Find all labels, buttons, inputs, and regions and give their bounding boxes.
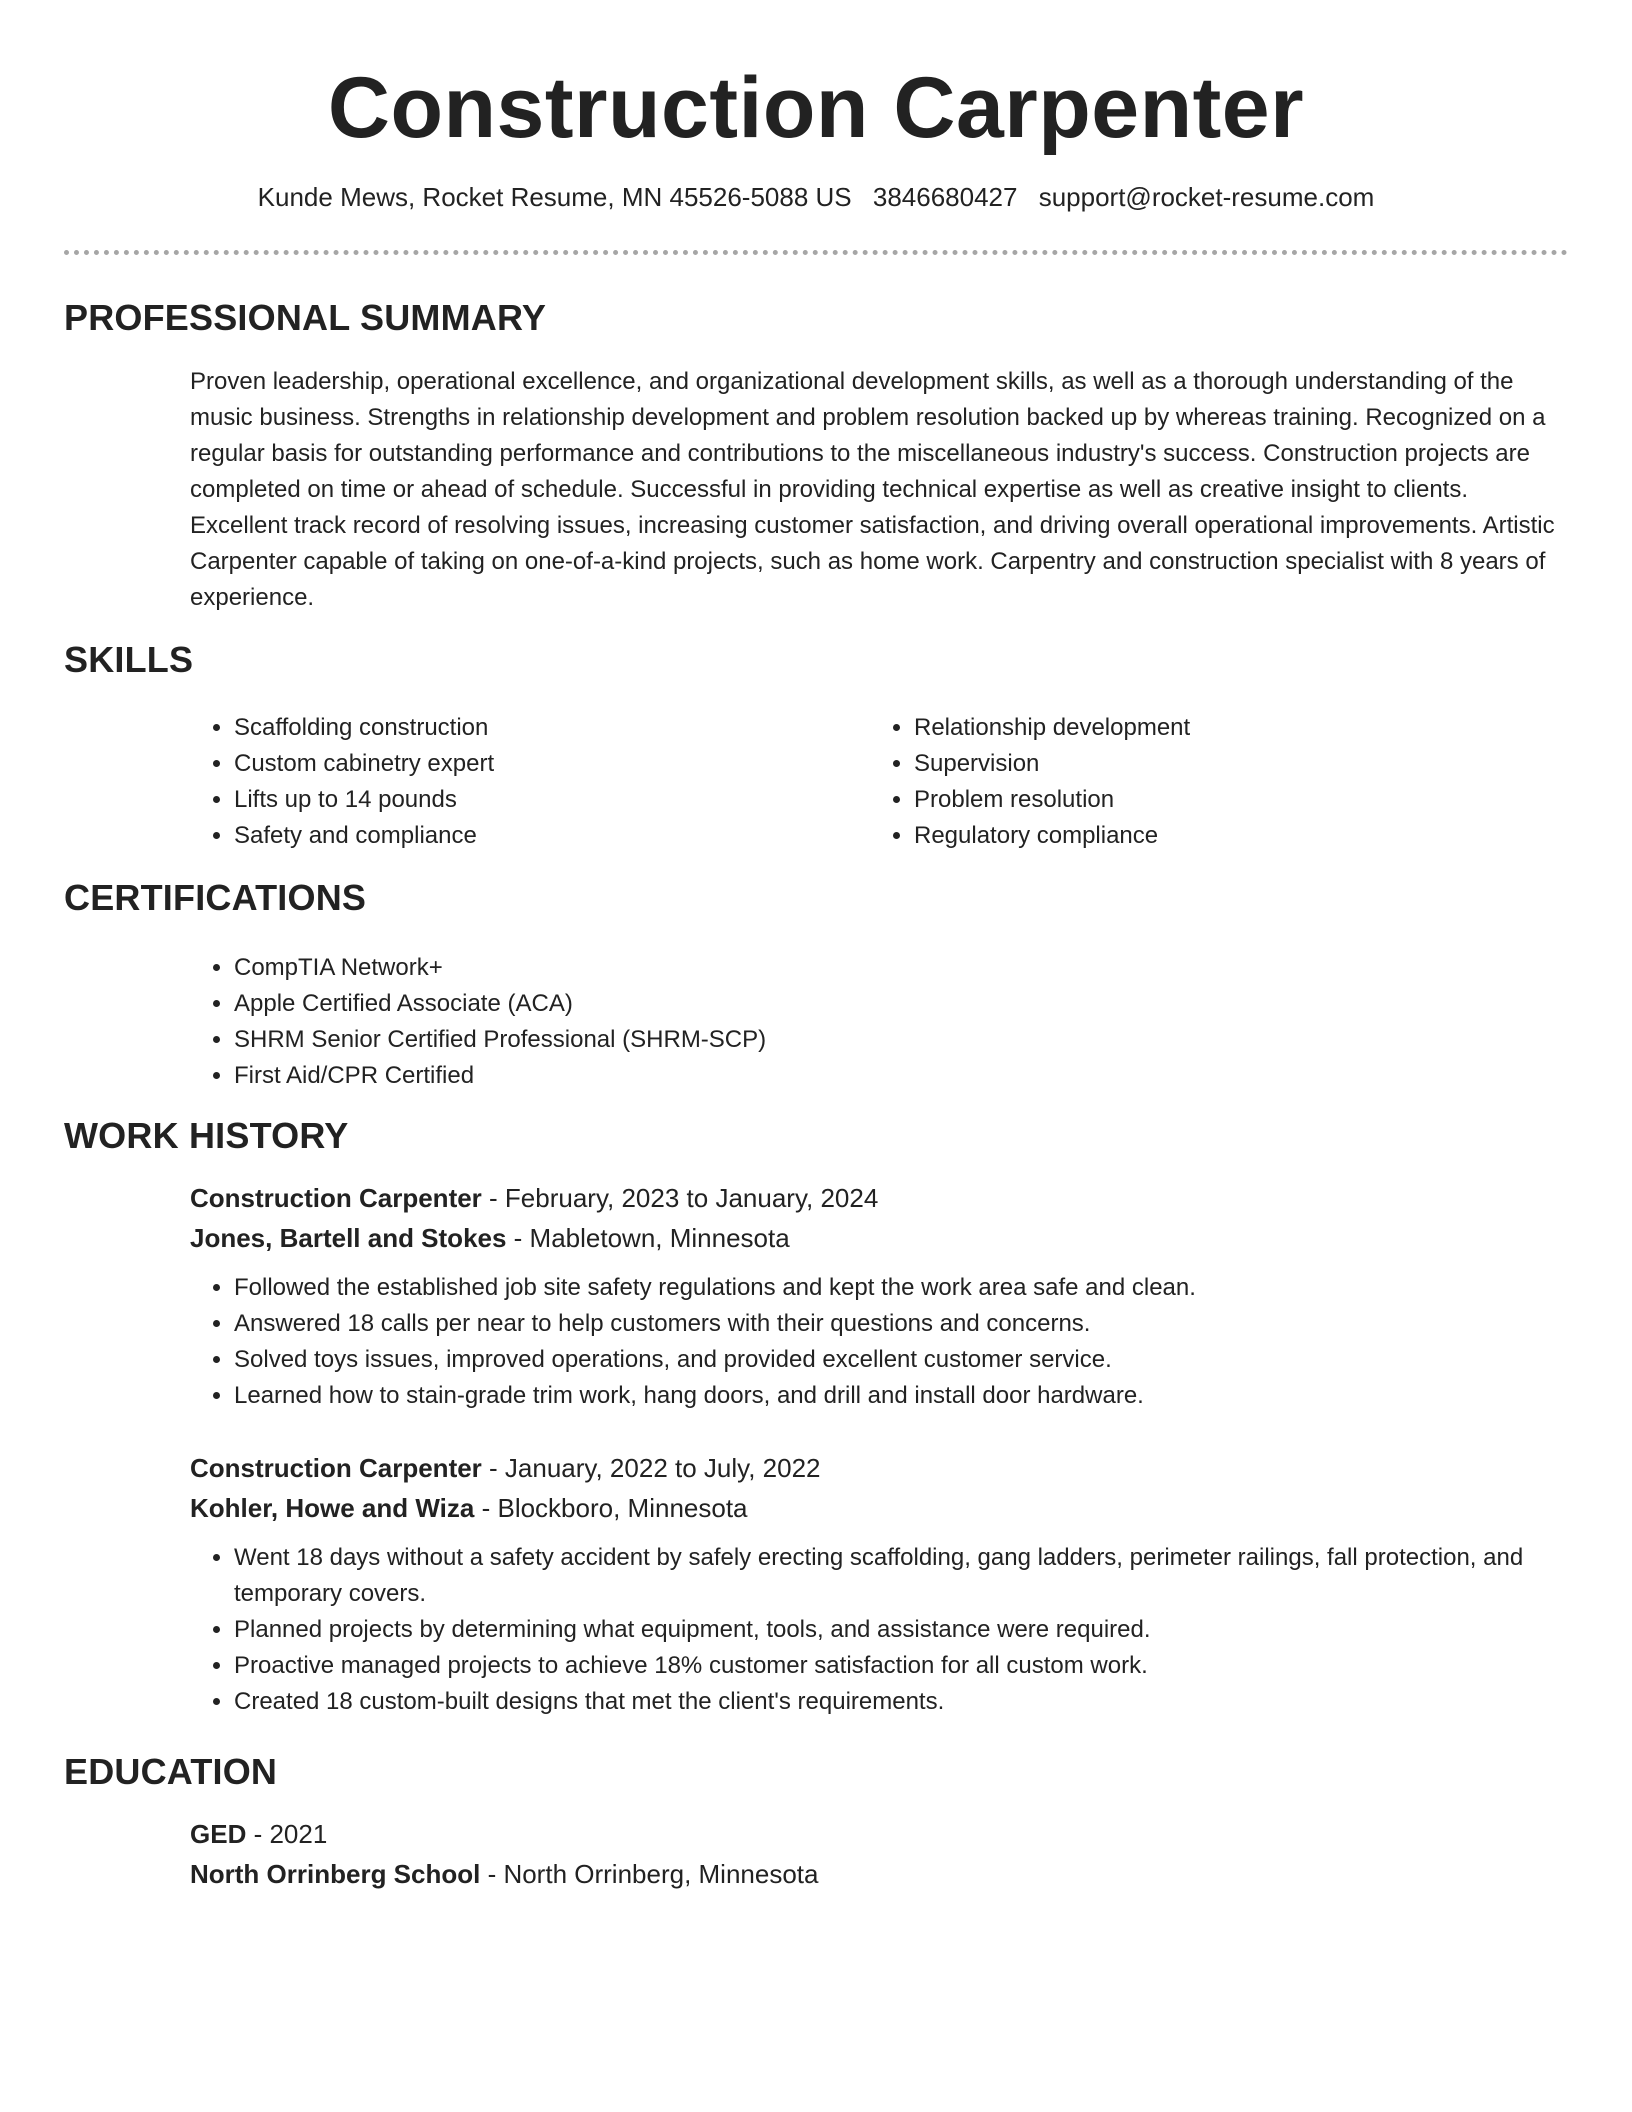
header-divider: [64, 250, 1568, 255]
job-dates: - January, 2022 to July, 2022: [481, 1453, 821, 1483]
job-location: - Mabletown, Minnesota: [506, 1223, 790, 1253]
resume-page: [64, 0, 1568, 1889]
certification-item: • CompTIA Network+: [234, 950, 1568, 986]
skill-item: • Problem resolution: [914, 782, 1470, 818]
job-title-line: [190, 1178, 1568, 1218]
job-company-line: [190, 1218, 1568, 1258]
job-company: Jones, Bartell and Stokes: [190, 1223, 507, 1253]
job-bullet: • Created 18 custom-built designs that met the client's requirements.: [234, 1684, 1604, 1720]
job-bullet: • Planned projects by determining what equipment, tools, and assistance were required.: [234, 1612, 1604, 1648]
job-bullet: • Followed the established job site safety regulations and kept the work area safe and clean.: [234, 1270, 1568, 1306]
education-year: - 2021: [246, 1819, 328, 1849]
certification-item: • First Aid/CPR Certified: [234, 1058, 1568, 1094]
job-entry: [190, 1178, 1568, 1414]
skill-item: • Regulatory compliance: [914, 818, 1470, 854]
job-bullet: • Learned how to stain-grade trim work, hang doors, and drill and install door hardware.: [234, 1378, 1568, 1414]
job-location: - Blockboro, Minnesota: [474, 1493, 748, 1523]
skill-item: • Custom cabinetry expert: [234, 746, 790, 782]
section-title-skills: SKILLS: [64, 639, 194, 680]
skills-right-column: [870, 710, 1470, 854]
skill-item: • Supervision: [914, 746, 1470, 782]
summary-text: Proven leadership, operational excellence, and organizational development skills, as well as a thorough understanding of the music business. Strengths in relationship development and problem resolution backed up by whereas training. Recognized on a regular basis for outstanding performance and contributions to the miscellaneous industry's success. Construction projects are completed on time or ahead of schedule. Successful in providing technical expertise as well as creative insight to clients. Excellent track record of resolving issues, increasing customer satisfaction, and driving overall operational improvements. Artistic Carpenter capable of taking on one-of-a-kind projects, such as home work. Carpentry and construction specialist with 8 years of experience.: [190, 368, 1555, 611]
education-degree-line: [190, 1814, 1568, 1854]
job-bullet: • Solved toys issues, improved operations, and provided excellent customer service.: [234, 1342, 1568, 1378]
job-dates: - February, 2023 to January, 2024: [481, 1183, 879, 1213]
job-title: Construction Carpenter: [190, 1453, 482, 1483]
certification-item: • Apple Certified Associate (ACA): [234, 986, 1568, 1022]
section-title-work: WORK HISTORY: [64, 1115, 349, 1156]
job-entry: [190, 1448, 1568, 1720]
education-location: - North Orrinberg, Minnesota: [480, 1859, 819, 1889]
section-title-summary: PROFESSIONAL SUMMARY: [64, 297, 547, 338]
contact-address: Kunde Mews, Rocket Resume, MN 45526-5088 US: [257, 182, 852, 212]
skill-item: • Scaffolding construction: [234, 710, 790, 746]
skill-item: • Relationship development: [914, 710, 1470, 746]
job-bullet: • Proactive managed projects to achieve 18% customer satisfaction for all custom work.: [234, 1648, 1604, 1684]
job-company-line: [190, 1488, 1568, 1528]
education-degree: GED: [190, 1819, 247, 1849]
job-company: Kohler, Howe and Wiza: [190, 1493, 475, 1523]
section-title-education: EDUCATION: [64, 1751, 278, 1792]
certification-item: • SHRM Senior Certified Professional (SHRM-SCP): [234, 1022, 1568, 1058]
job-bullet: • Answered 18 calls per near to help customers with their questions and concerns.: [234, 1306, 1568, 1342]
contact-email: support@rocket-resume.com: [1038, 182, 1375, 212]
contact-phone: 3846680427: [872, 182, 1018, 212]
certifications-list: [190, 950, 1568, 1094]
job-title-line: [190, 1448, 1568, 1488]
job-title: Construction Carpenter: [190, 1183, 482, 1213]
education-school-line: [190, 1854, 1568, 1894]
skill-item: • Safety and compliance: [234, 818, 790, 854]
skill-item: • Lifts up to 14 pounds: [234, 782, 790, 818]
education-entry: [190, 1814, 1568, 1894]
education-school: North Orrinberg School: [190, 1859, 481, 1889]
skills-left-column: [190, 710, 790, 854]
job-bullet: • Went 18 days without a safety accident by safely erecting scaffolding, gang ladders, perimeter railings, fall protection, and temporary covers.: [234, 1540, 1604, 1612]
section-title-certifications: CERTIFICATIONS: [64, 877, 367, 918]
resume-name: Construction Carpenter: [327, 60, 1305, 156]
contact-line: [64, 180, 1568, 214]
